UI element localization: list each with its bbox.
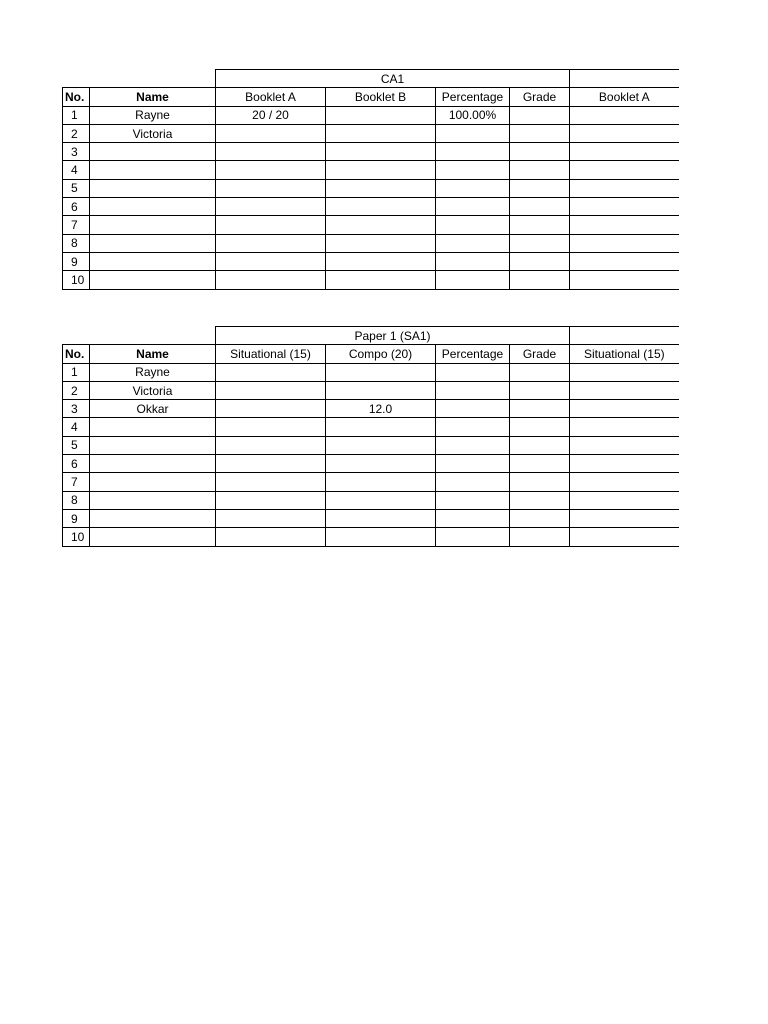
cell-percentage[interactable]: 100.00% — [436, 106, 510, 124]
cell-grade[interactable] — [510, 491, 570, 509]
cell-name[interactable]: Rayne — [90, 363, 216, 381]
cell-col-b[interactable] — [326, 436, 436, 454]
column-header-row — [63, 88, 679, 106]
cell-grade[interactable] — [510, 179, 570, 197]
cell-col-a[interactable] — [216, 436, 326, 454]
cell-next[interactable] — [570, 363, 679, 381]
header-grade[interactable]: Grade — [510, 88, 570, 106]
cell-col-b[interactable] — [326, 381, 436, 399]
cell-no[interactable]: 1 — [63, 363, 90, 381]
cell-next[interactable] — [570, 198, 679, 216]
table-body — [63, 106, 679, 289]
cell-next[interactable] — [570, 400, 679, 418]
cell-col-b[interactable] — [326, 216, 436, 234]
cell-col-b[interactable] — [326, 473, 436, 491]
table-row — [63, 106, 679, 124]
cell-percentage[interactable] — [436, 400, 510, 418]
header-name[interactable]: Name — [90, 345, 216, 363]
cell-name[interactable] — [90, 216, 216, 234]
group-title-cell[interactable]: CA1 — [216, 70, 570, 88]
cell-percentage[interactable] — [436, 436, 510, 454]
cell-name[interactable] — [90, 455, 216, 473]
cell-grade[interactable] — [510, 436, 570, 454]
cell-percentage[interactable] — [436, 473, 510, 491]
cell-col-b[interactable] — [326, 124, 436, 142]
table-row — [63, 509, 679, 527]
cell-no[interactable]: 9 — [63, 252, 90, 270]
cell-col-a[interactable] — [216, 473, 326, 491]
header-booklet-a[interactable]: Booklet A — [216, 88, 326, 106]
cell-col-a[interactable] — [216, 198, 326, 216]
table-row — [63, 400, 679, 418]
cell-grade[interactable] — [510, 161, 570, 179]
cell-next[interactable] — [570, 455, 679, 473]
cell-col-b[interactable] — [326, 234, 436, 252]
ca1-score-table — [62, 69, 679, 290]
table-row — [63, 179, 679, 197]
header-compo[interactable]: Compo (20) — [326, 345, 436, 363]
cell-col-a[interactable] — [216, 179, 326, 197]
table-row — [63, 271, 679, 289]
cell-name[interactable] — [90, 473, 216, 491]
cell-grade[interactable] — [510, 528, 570, 546]
table-row — [63, 473, 679, 491]
cell-col-b[interactable] — [326, 143, 436, 161]
cell-col-b[interactable] — [326, 271, 436, 289]
sa1-paper1-score-table — [62, 326, 679, 547]
cell-name[interactable] — [90, 198, 216, 216]
cell-no[interactable]: 8 — [63, 491, 90, 509]
cell-name[interactable] — [90, 179, 216, 197]
cell-no[interactable]: 6 — [63, 198, 90, 216]
cell-grade[interactable] — [510, 252, 570, 270]
cell-name[interactable] — [90, 528, 216, 546]
cell-name[interactable] — [90, 418, 216, 436]
header-percentage[interactable]: Percentage — [436, 345, 510, 363]
cell-no[interactable]: 1 — [63, 106, 90, 124]
cell-percentage[interactable] — [436, 252, 510, 270]
cell-grade[interactable] — [510, 124, 570, 142]
cell-percentage[interactable] — [436, 179, 510, 197]
cell-no[interactable]: 5 — [63, 179, 90, 197]
cell-col-a[interactable] — [216, 381, 326, 399]
cell-grade[interactable] — [510, 473, 570, 491]
table-row — [63, 161, 679, 179]
cell-name[interactable] — [90, 509, 216, 527]
cell-percentage[interactable] — [436, 491, 510, 509]
header-next-booklet-a[interactable]: Booklet A — [570, 88, 679, 106]
cell-col-a[interactable] — [216, 124, 326, 142]
cell-next[interactable] — [570, 436, 679, 454]
cell-percentage[interactable] — [436, 198, 510, 216]
cell-percentage[interactable] — [436, 161, 510, 179]
cell-col-a[interactable] — [216, 528, 326, 546]
cell-col-a[interactable] — [216, 418, 326, 436]
cell-next[interactable] — [570, 216, 679, 234]
cell-no[interactable]: 4 — [63, 161, 90, 179]
cell-percentage[interactable] — [436, 509, 510, 527]
cell-no[interactable]: 2 — [63, 124, 90, 142]
cell-no[interactable]: 3 — [63, 400, 90, 418]
cell-percentage[interactable] — [436, 381, 510, 399]
table-row — [63, 381, 679, 399]
cell-grade[interactable] — [510, 216, 570, 234]
cell-percentage[interactable] — [436, 271, 510, 289]
cell-name[interactable]: Victoria — [90, 381, 216, 399]
cell-col-b[interactable] — [326, 418, 436, 436]
table-row — [63, 455, 679, 473]
cell-next[interactable] — [570, 106, 679, 124]
cell-no[interactable]: 7 — [63, 216, 90, 234]
cell-name[interactable] — [90, 234, 216, 252]
cell-grade[interactable] — [510, 106, 570, 124]
cell-grade[interactable] — [510, 271, 570, 289]
table-row — [63, 252, 679, 270]
blank-cell — [63, 70, 90, 88]
cell-name[interactable]: Rayne — [90, 106, 216, 124]
header-no[interactable]: No. — [63, 345, 90, 363]
next-group-title-cell[interactable] — [570, 327, 679, 345]
blank-cell — [90, 327, 216, 345]
blank-cell — [63, 327, 90, 345]
cell-percentage[interactable] — [436, 124, 510, 142]
cell-no[interactable]: 9 — [63, 509, 90, 527]
header-next-situational[interactable]: Situational (15) — [570, 345, 679, 363]
table-row — [63, 216, 679, 234]
header-name[interactable]: Name — [90, 88, 216, 106]
cell-col-b[interactable] — [326, 161, 436, 179]
cell-col-a[interactable] — [216, 491, 326, 509]
cell-name[interactable] — [90, 161, 216, 179]
cell-col-a[interactable] — [216, 400, 326, 418]
cell-name[interactable] — [90, 271, 216, 289]
cell-grade[interactable] — [510, 400, 570, 418]
cell-next[interactable] — [570, 234, 679, 252]
table-row — [63, 363, 679, 381]
cell-col-a[interactable] — [216, 455, 326, 473]
cell-name[interactable] — [90, 252, 216, 270]
column-header-row — [63, 345, 679, 363]
header-situational[interactable]: Situational (15) — [216, 345, 326, 363]
cell-col-b[interactable] — [326, 252, 436, 270]
next-group-title-cell[interactable] — [570, 70, 679, 88]
group-title-cell[interactable]: Paper 1 (SA1) — [216, 327, 570, 345]
cell-col-b[interactable] — [326, 179, 436, 197]
cell-grade[interactable] — [510, 509, 570, 527]
cell-percentage[interactable] — [436, 418, 510, 436]
table-row — [63, 234, 679, 252]
cell-percentage[interactable] — [436, 143, 510, 161]
cell-percentage[interactable] — [436, 528, 510, 546]
header-grade[interactable]: Grade — [510, 345, 570, 363]
cell-col-b[interactable]: 12.0 — [326, 400, 436, 418]
cell-next[interactable] — [570, 418, 679, 436]
header-no[interactable]: No. — [63, 88, 90, 106]
cell-percentage[interactable] — [436, 363, 510, 381]
group-header-row — [63, 70, 679, 88]
cell-no[interactable]: 2 — [63, 381, 90, 399]
table-row — [63, 198, 679, 216]
cell-next[interactable] — [570, 381, 679, 399]
cell-grade[interactable] — [510, 198, 570, 216]
group-header-row — [63, 327, 679, 345]
cell-col-b[interactable] — [326, 198, 436, 216]
cell-percentage[interactable] — [436, 234, 510, 252]
cell-name[interactable]: Victoria — [90, 124, 216, 142]
cell-no[interactable]: 6 — [63, 455, 90, 473]
cell-col-b[interactable] — [326, 363, 436, 381]
cell-grade[interactable] — [510, 455, 570, 473]
cell-col-a[interactable] — [216, 363, 326, 381]
cell-col-a[interactable]: 20 / 20 — [216, 106, 326, 124]
cell-no[interactable]: 3 — [63, 143, 90, 161]
cell-name[interactable]: Okkar — [90, 400, 216, 418]
cell-next[interactable] — [570, 161, 679, 179]
cell-no[interactable]: 4 — [63, 418, 90, 436]
cell-col-a[interactable] — [216, 216, 326, 234]
table-row — [63, 528, 679, 546]
cell-next[interactable] — [570, 528, 679, 546]
cell-next[interactable] — [570, 509, 679, 527]
cell-no[interactable]: 8 — [63, 234, 90, 252]
cell-grade[interactable] — [510, 234, 570, 252]
cell-name[interactable] — [90, 143, 216, 161]
cell-col-b[interactable] — [326, 106, 436, 124]
cell-name[interactable] — [90, 491, 216, 509]
cell-next[interactable] — [570, 473, 679, 491]
cell-col-a[interactable] — [216, 161, 326, 179]
cell-col-a[interactable] — [216, 234, 326, 252]
cell-col-a[interactable] — [216, 252, 326, 270]
cell-name[interactable] — [90, 436, 216, 454]
table-row — [63, 436, 679, 454]
cell-next[interactable] — [570, 491, 679, 509]
cell-grade[interactable] — [510, 418, 570, 436]
cell-col-a[interactable] — [216, 271, 326, 289]
cell-grade[interactable] — [510, 363, 570, 381]
table-row — [63, 418, 679, 436]
cell-percentage[interactable] — [436, 216, 510, 234]
cell-next[interactable] — [570, 179, 679, 197]
table-body — [63, 363, 679, 546]
cell-no[interactable]: 7 — [63, 473, 90, 491]
cell-col-b[interactable] — [326, 528, 436, 546]
cell-col-a[interactable] — [216, 143, 326, 161]
cell-no[interactable]: 10 — [63, 528, 90, 546]
cell-next[interactable] — [570, 252, 679, 270]
cell-percentage[interactable] — [436, 455, 510, 473]
cell-col-b[interactable] — [326, 455, 436, 473]
table-row — [63, 124, 679, 142]
cell-col-b[interactable] — [326, 491, 436, 509]
header-percentage[interactable]: Percentage — [436, 88, 510, 106]
cell-col-a[interactable] — [216, 509, 326, 527]
cell-no[interactable]: 10 — [63, 271, 90, 289]
cell-next[interactable] — [570, 124, 679, 142]
cell-next[interactable] — [570, 143, 679, 161]
cell-next[interactable] — [570, 271, 679, 289]
header-booklet-b[interactable]: Booklet B — [326, 88, 436, 106]
table-row — [63, 491, 679, 509]
cell-grade[interactable] — [510, 381, 570, 399]
cell-grade[interactable] — [510, 143, 570, 161]
table-row — [63, 143, 679, 161]
cell-col-b[interactable] — [326, 509, 436, 527]
cell-no[interactable]: 5 — [63, 436, 90, 454]
blank-cell — [90, 70, 216, 88]
